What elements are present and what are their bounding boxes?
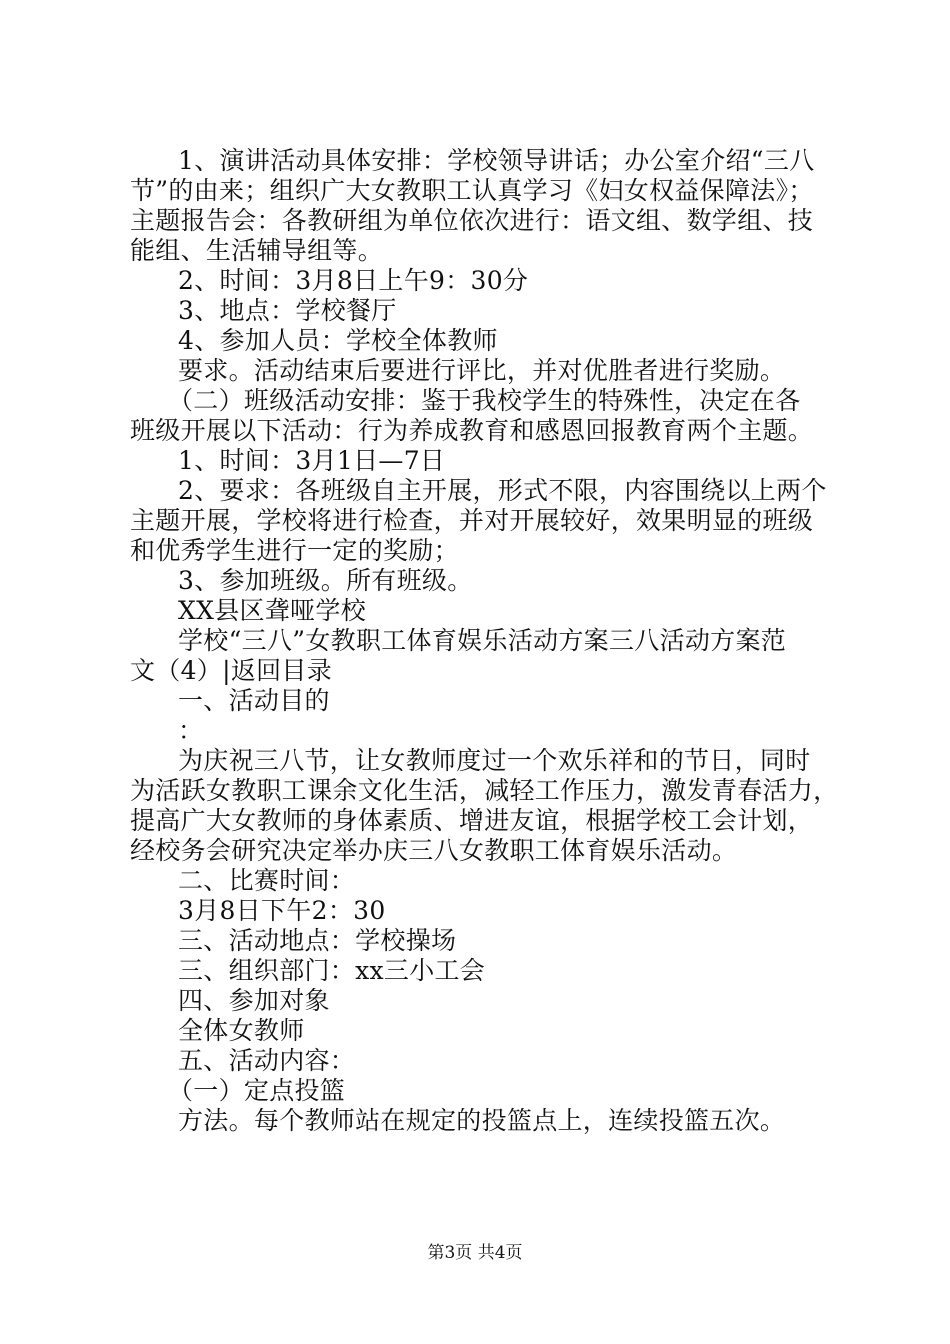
text-line: 3月8日下午2：30 <box>178 896 386 925</box>
text-line: 节”的由来；组织广大女教职工认真学习《妇女权益保障法》； <box>130 176 814 205</box>
text-line: 2、要求：各班级自主开展，形式不限，内容围绕以上两个 <box>178 476 827 505</box>
text-line: 方法。每个教师站在规定的投篮点上，连续投篮五次。 <box>178 1106 786 1135</box>
text-line: 为活跃女教职工课余文化生活，减轻工作压力，激发青春活力， <box>130 776 839 805</box>
text-line: 3、地点：学校餐厅 <box>178 296 397 325</box>
text-line: 全体女教师 <box>178 1016 305 1045</box>
text-line: 三、活动地点：学校操场 <box>178 926 457 955</box>
text-line: 主题报告会：各教研组为单位依次进行：语文组、数学组、技 <box>130 206 814 235</box>
text-line: 四、参加对象 <box>178 986 330 1015</box>
text-line: （一）定点投篮 <box>168 1076 346 1105</box>
text-line: 1、演讲活动具体安排：学校领导讲话；办公室介绍“三八 <box>178 146 815 175</box>
text-line: XX县区聋哑学校 <box>178 596 366 625</box>
text-line: 和优秀学生进行一定的奖励； <box>130 536 459 565</box>
text-line: 二、比赛时间： <box>178 866 356 895</box>
text-line: 要求。活动结束后要进行评比，并对优胜者进行奖励。 <box>178 356 786 385</box>
text-line: 三、组织部门：xx三小工会 <box>178 956 486 985</box>
text-line: 3、参加班级。所有班级。 <box>178 566 473 595</box>
text-line: 能组、生活辅导组等。 <box>130 236 384 265</box>
document-body <box>130 146 839 1136</box>
text-line: 1、时间：3月1日—7日 <box>178 446 446 475</box>
text-line: 学校“三八”女教职工体育娱乐活动方案三八活动方案范 <box>178 626 787 655</box>
text-line: 经校务会研究决定举办庆三八女教职工体育娱乐活动。 <box>130 836 738 865</box>
text-line: 2、时间：3月8日上午9：30分 <box>178 266 529 295</box>
text-line: 为庆祝三八节，让女教师度过一个欢乐祥和的节日，同时 <box>178 746 811 775</box>
text-line: 4、参加人员：学校全体教师 <box>178 326 498 355</box>
text-line: 班级开展以下活动：行为养成教育和感恩回报教育两个主题。 <box>130 416 814 445</box>
text-line: 五、活动内容： <box>178 1046 356 1075</box>
text-line: （二）班级活动安排：鉴于我校学生的特殊性，决定在各 <box>168 386 801 415</box>
text-line: 文（4）|返回目录 <box>130 656 333 685</box>
text-line: 主题开展，学校将进行检查，并对开展较好，效果明显的班级 <box>130 506 814 535</box>
text-line: 提高广大女教师的身体素质、增进友谊，根据学校工会计划， <box>130 806 814 835</box>
text-line: 一、活动目的 <box>178 686 330 715</box>
text-line: ： <box>178 716 204 745</box>
page-footer: 第3页 共4页 <box>427 1243 523 1263</box>
